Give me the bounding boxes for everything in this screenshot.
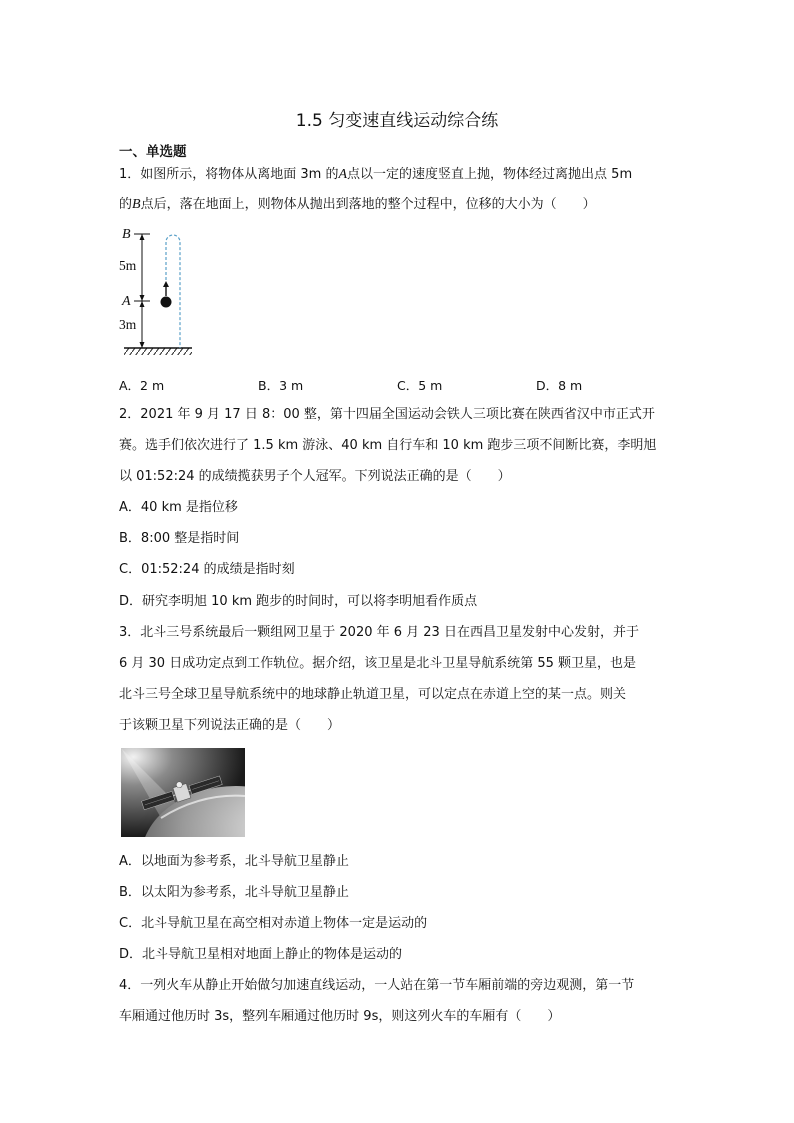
arrow-up-5m <box>140 234 145 240</box>
q3-line-3: 北斗三号全球卫星导航系统中的地球静止轨道卫星，可以定点在赤道上空的某一点。则关 <box>119 687 627 702</box>
arrow-down-3m <box>140 342 145 348</box>
q3-option-a[interactable]: A．以地面为参考系，北斗导航卫星静止 <box>119 854 349 869</box>
q2-option-b[interactable]: B．8:00 整是指时间 <box>119 531 240 546</box>
q1-option-c[interactable]: C．5 m <box>397 378 443 393</box>
arrow-up-3m <box>140 301 145 307</box>
fig-label-5m: 5m <box>119 258 137 273</box>
trajectory-path <box>166 235 180 348</box>
q3-option-d[interactable]: D．北斗导航卫星相对地面上静止的物体是运动的 <box>119 947 403 962</box>
section-heading: 一、单选题 <box>119 144 187 160</box>
q3-line-4: 于该颗卫星下列说法正确的是（ ） <box>119 718 341 733</box>
q1-option-d[interactable]: D．8 m <box>536 378 583 393</box>
q3-line-2: 6 月 30 日成功定点到工作轨位。据介绍，该卫星是北斗卫星导航系统第 55 颗卫星，也是 <box>119 656 637 671</box>
ball <box>161 297 172 308</box>
q1-line-2 <box>119 196 596 214</box>
q3-line-1: 3．北斗三号系统最后一颗组网卫星于 2020 年 6 月 23 日在西昌卫星发射中心发射，并于 <box>119 625 639 640</box>
q2-line-2: 赛。选手们依次进行了 1.5 km 游泳、40 km 自行车和 10 km 跑步三项不间断比赛，李明旭 <box>119 438 657 453</box>
q2-line-1: 2．2021 年 9 月 17 日 8：00 整，第十四届全国运动会铁人三项比赛在陕西省汉中市正式开 <box>119 407 655 422</box>
satellite-image <box>121 748 245 837</box>
point-a-label: A <box>338 167 348 182</box>
fig-label-3m: 3m <box>119 317 137 332</box>
q1-text: 点以一定的速度竖直上抛，物体经过离抛出点 5m <box>347 167 633 182</box>
q2-option-d[interactable]: D．研究李明旭 10 km 跑步的时间时，可以将李明旭看作质点 <box>119 594 478 609</box>
q1-text: 的 <box>119 197 133 212</box>
q2-line-3: 以 01:52:24 的成绩揽获男子个人冠军。下列说法正确的是（ ） <box>119 469 511 484</box>
fig-label-a: A <box>122 294 131 309</box>
q1-option-b[interactable]: B．3 m <box>258 378 304 393</box>
velocity-arrowhead <box>163 281 169 287</box>
q1-text: 1．如图所示，将物体从离地面 3m 的 <box>119 167 339 182</box>
q1-line-1 <box>119 166 632 184</box>
q3-option-c[interactable]: C．北斗导航卫星在高空相对赤道上物体一定是运动的 <box>119 916 428 931</box>
point-b-label: B <box>132 197 141 212</box>
q1-text: 点后，落在地面上，则物体从抛出到落地的整个过程中，位移的大小为（ ） <box>140 197 596 212</box>
q3-option-b[interactable]: B．以太阳为参考系，北斗导航卫星静止 <box>119 885 349 900</box>
q4-line-2: 车厢通过他历时 3s，整列车厢通过他历时 9s，则这列火车的车厢有（ ） <box>119 1009 561 1024</box>
fig-label-b: B <box>122 227 131 242</box>
ground-hatch <box>124 348 192 355</box>
q4-line-1: 4．一列火车从静止开始做匀加速直线运动，一人站在第一节车厢前端的旁边观测，第一节 <box>119 978 635 993</box>
vertical-throw-figure <box>114 224 204 356</box>
page-title: 1.5 匀变速直线运动综合练 <box>295 111 499 131</box>
q1-option-a[interactable]: A．2 m <box>119 378 165 393</box>
q2-option-c[interactable]: C．01:52:24 的成绩是指时刻 <box>119 562 295 577</box>
q2-option-a[interactable]: A．40 km 是指位移 <box>119 500 238 515</box>
arrow-down-5m <box>140 295 145 301</box>
